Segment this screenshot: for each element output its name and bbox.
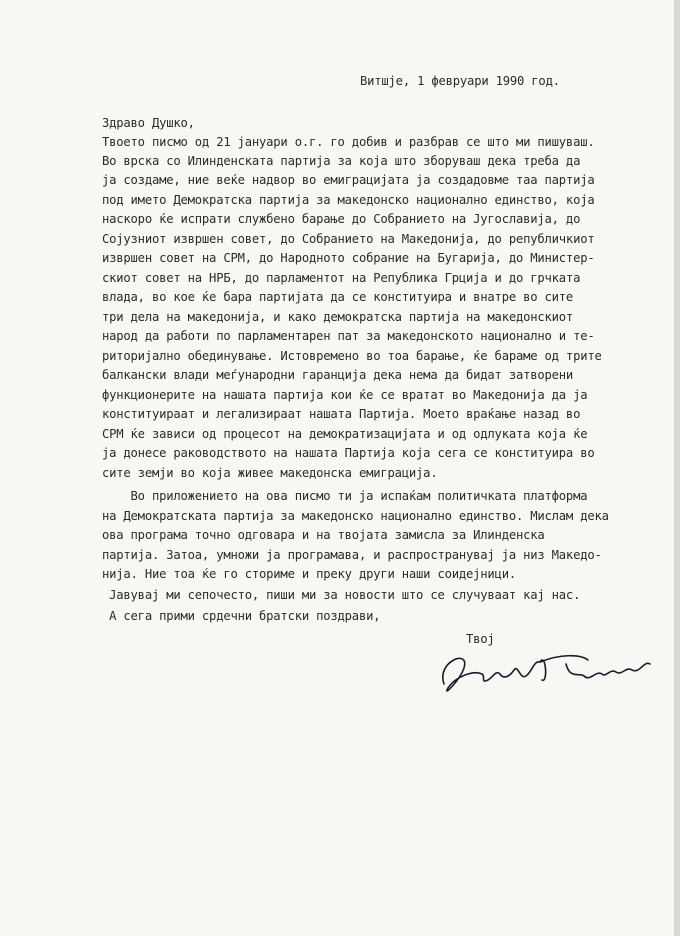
body-line: сите земји во која живее македонска емиграција. xyxy=(102,466,438,480)
body-line: народ да работи по парламентарен пат за македонското национално и те- xyxy=(102,329,595,343)
body-line: А сега прими срдечни братски поздрави, xyxy=(102,609,381,623)
body-line: под името Демократска партија за македонско национално единство, која xyxy=(102,193,595,207)
body-line: функционерите на нашата партија кои ќе се вратат во Македонија да ја xyxy=(102,388,588,402)
body-line: Во приложението на ова писмо ти ја испаќам политичката платформа xyxy=(102,489,588,503)
body-line: партија. Затоа, умножи ја програмава, и распространувај ја низ Македо- xyxy=(102,548,602,562)
body-line: Твоето писмо од 21 јануари о.г. го добив и разбрав се што ми пишуваш. xyxy=(102,135,595,149)
closing-label: Твој xyxy=(466,632,495,646)
body-line: на Демократската партија за македонско национално единство. Мислам дека xyxy=(102,509,609,523)
body-line: Јавувај ми сепочесто, пиши ми за новости што се случуваат кај нас. xyxy=(102,588,581,602)
paper-edge-shadow xyxy=(674,0,680,936)
body-line: извршен совет на СРМ, до Народното собрание на Бугарија, до Министер- xyxy=(102,251,595,265)
body-line: нија. Ние тоа ќе го сториме и преку други наши соидејници. xyxy=(102,567,516,581)
body-line: скиот совет на НРБ, до парламентот на Република Грција и до грчката xyxy=(102,271,581,285)
body-line: три дела на македонија, и како демократска партија на македонскиот xyxy=(102,310,574,324)
body-line: ја создаме, ние веќе надвор во емиграцијата ја создадовме таа партија xyxy=(102,173,595,187)
body-line: конституираат и легализираат нашата Партија. Моето враќање назад во xyxy=(102,407,581,421)
letter-greeting: Здраво Душко, xyxy=(102,116,195,130)
body-line: Сојузниот извршен совет, до Собранието на Македонија, до републичкиот xyxy=(102,232,595,246)
body-line: влада, во кое ќе бара партијата да се конституира и внатре во сите xyxy=(102,290,574,304)
body-line: наскоро ќе испрати службено барање до Собранието на Југославија, до xyxy=(102,212,581,226)
body-line: балкански влади меѓународни гаранција дека нема да бидат затворени xyxy=(102,368,574,382)
body-line: Во врска со Илинденската партија за која што зборуваш дека треба да xyxy=(102,154,581,168)
handwritten-signature xyxy=(430,640,660,710)
body-line: СРМ ќе зависи од процесот на демократизацијата и од одлуката која ќе xyxy=(102,427,588,441)
letter-date: Витшје, 1 февруари 1990 год. xyxy=(360,74,560,88)
body-line: ова програма точно одговара и на твојата замисла за Илинденска xyxy=(102,528,545,542)
body-line: ја донесе раководството на нашата Партија која сега се конституира во xyxy=(102,446,595,460)
body-line: риторијално обединување. Истовремено во тоа барање, ќе бараме од трите xyxy=(102,349,602,363)
